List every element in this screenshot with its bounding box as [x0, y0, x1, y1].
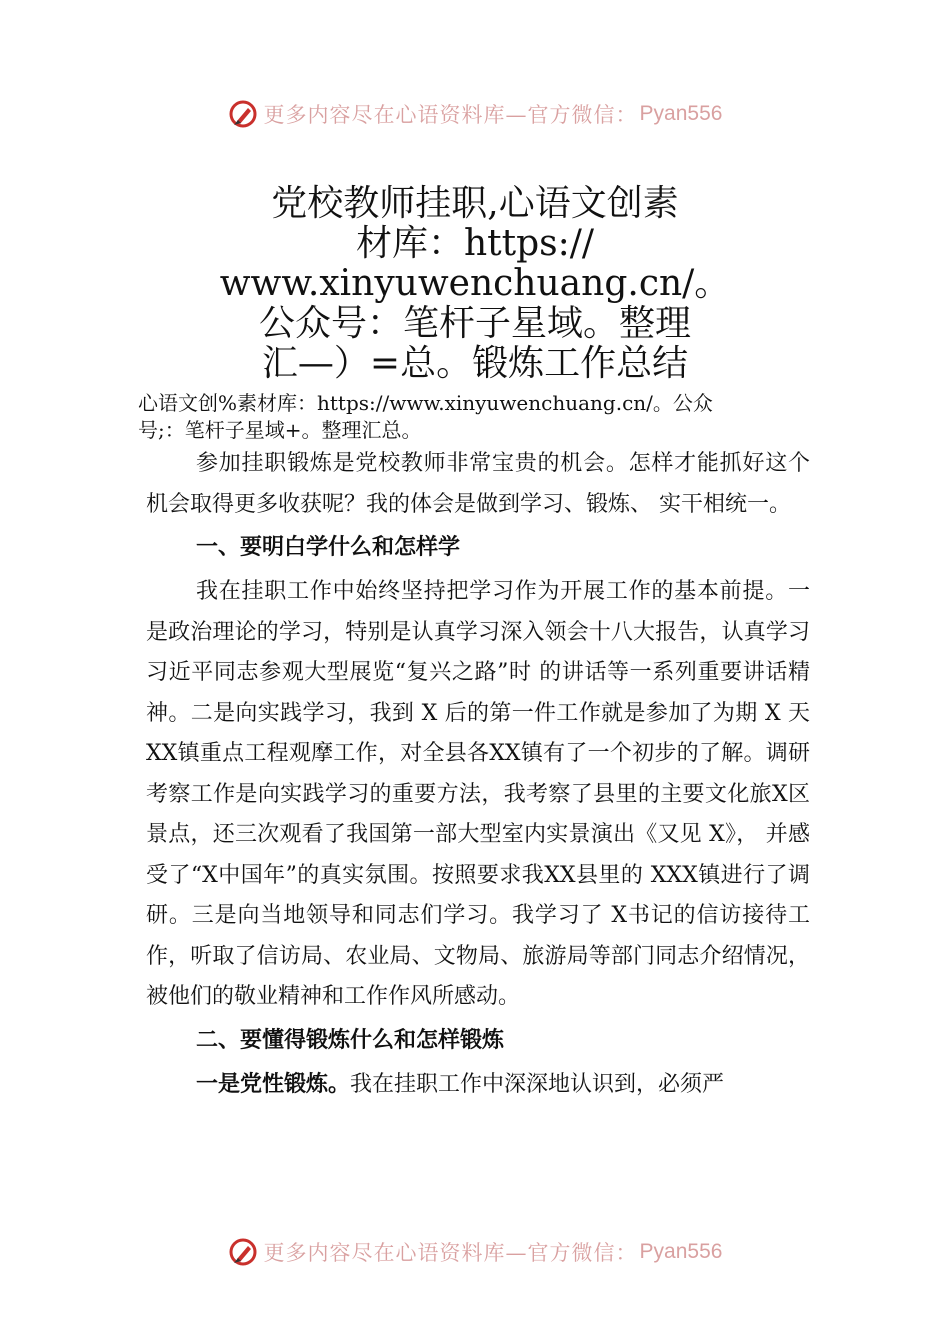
title-line: 材库：https:// [355, 223, 595, 264]
source-note-line: 心语文创%素材库：https://www.xinyuwenchuang.cn/。公众 [138, 391, 713, 415]
source-note-line: 号;：笔杆子星域+。整理汇总。 [138, 418, 422, 442]
section-heading-1: 一、要明白学什么和怎样学 [196, 535, 461, 561]
title-line: 汇—）=总。锻炼工作总结 [261, 343, 689, 384]
section-1-paragraph: 我在挂职工作中始终坚持把学习作为开展工作的基本前提。一是政治理论的学习，特别是认真学习深入领会十八大报告，认真学习习近平同志参观大型展览“复兴之路”时 的讲话等一系列重要讲话精神。二是向实践学习，我到 X 后的第一件工作就是参加了为期 X 天XX镇重点工程观摩工作，对全县各XX镇有了一个初步的了解。调研考察工作是向实践学习的重要方法，我考察了县里的主要文化旅X区景点，还三次观看了我国第一部大型室内实景演出《又见 X》， 并感受了“X中国年”的真实氛围。按照要求我XX县里的 XXX镇进行了调研。三是向当地领导和同志们学习。我学习了 X书记的信访接待工作，听取了信访局、农业局、文物局、旅游局等部门同志介绍情况，被他们的敬业精神和工作作风所感动。 [146, 579, 810, 1009]
intro-paragraph: 参加挂职锻炼是党校教师非常宝贵的机会。怎样才能抓好这个机会取得更多收获呢？我的体会是做到学习、锻炼、 实干相统一。 [146, 451, 810, 517]
pen-circle-logo-icon [228, 1237, 258, 1267]
source-note [138, 390, 828, 444]
banner-wechat-handle: Pyan556 [639, 1240, 723, 1263]
header-watermark-banner [0, 94, 950, 134]
title-line: 公众号：笔杆子星域。整理 [258, 303, 691, 344]
section-2-paragraph [146, 1065, 810, 1106]
pen-circle-logo-icon [228, 99, 258, 129]
title-line: 党校教师挂职,心语文创素 [271, 183, 679, 224]
section-2-lead: 一是党性锻炼。 [196, 1071, 351, 1097]
title-line: www.xinyuwenchuang.cn/。 [219, 263, 731, 304]
document-title [150, 184, 800, 384]
section-2-text: 我在挂职工作中深深地认识到，必须严 [350, 1071, 725, 1097]
footer-watermark-banner [0, 1232, 950, 1272]
document-body [146, 444, 810, 1105]
banner-text: 更多内容尽在心语资料库—官方微信： [263, 103, 638, 127]
section-heading-2: 二、要懂得锻炼什么和怎样锻炼 [196, 1027, 505, 1053]
banner-text: 更多内容尽在心语资料库—官方微信： [263, 1241, 638, 1265]
banner-wechat-handle: Pyan556 [639, 102, 723, 125]
